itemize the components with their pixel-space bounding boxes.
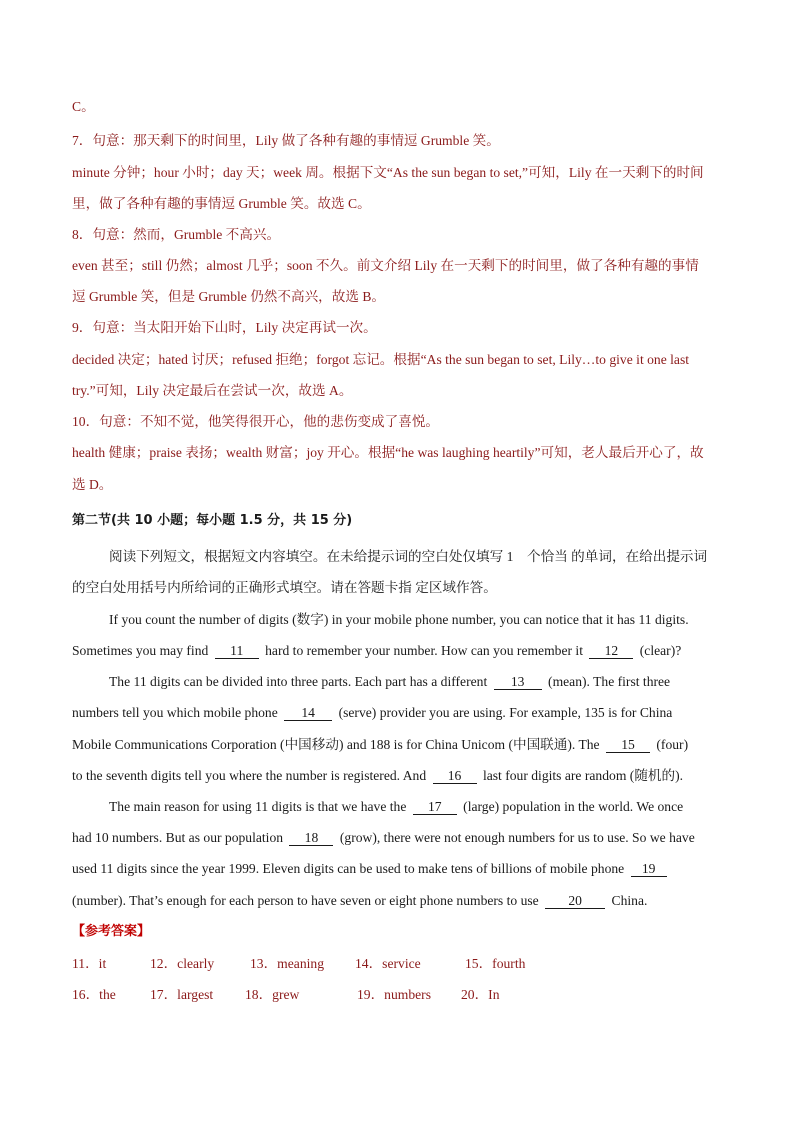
passage-p2-line3: [72, 735, 732, 755]
text-span: (mean). The first three: [548, 674, 671, 689]
passage-p2-line2: [72, 703, 732, 723]
passage-p3-line3: [72, 859, 732, 879]
blank-13[interactable]: 13: [494, 674, 542, 690]
instruction-line2: 的空白处用括号内所给词的正确形式填空。请在答题卡指 定区域作答。: [72, 580, 497, 595]
answer-c-line: C。: [72, 99, 95, 114]
passage-p3-line1: [109, 797, 732, 817]
text-span: Sometimes you may find: [72, 643, 209, 658]
answer-15: 15．fourth: [465, 956, 526, 971]
blank-17[interactable]: 17: [413, 799, 457, 815]
answer-17: 17．largest: [150, 987, 214, 1002]
text-span: hard to remember your number. How can you remember it: [265, 643, 583, 658]
text-span: (four): [656, 737, 689, 752]
passage-p1-line2: [72, 641, 732, 661]
answer-20: 20．In: [461, 987, 500, 1002]
blank-12[interactable]: 12: [589, 643, 633, 659]
answer-19: 19．numbers: [357, 987, 432, 1002]
answer-13: 13．meaning: [250, 956, 324, 971]
text-span: numbers tell you which mobile phone: [72, 705, 278, 720]
q8-explanation-line2: 逗 Grumble 笑，但是 Grumble 仍然不高兴，故选 B。: [72, 289, 386, 304]
q9-meaning: 9．句意：当太阳开始下山时，Lily 决定再试一次。: [72, 320, 377, 335]
answer-18: 18．grew: [245, 987, 300, 1002]
blank-11[interactable]: 11: [215, 643, 259, 659]
text-span: (clear)?: [639, 643, 682, 658]
text-span: last four digits are random (随机的).: [482, 768, 684, 783]
q9-explanation-line2: try.”可知，Lily 决定最后在尝试一次，故选 A。: [72, 383, 353, 398]
passage-p2-line1: [109, 672, 732, 692]
q10-explanation-line1: health 健康；praise 表扬；wealth 财富；joy 开心。根据“he was laughing heartily”可知，老人最后开心了，故: [72, 445, 704, 460]
passage-p3-line4: [72, 891, 732, 911]
instruction-line1: 阅读下列短文，根据短文内容填空。在未给提示词的空白处仅填写 1 个恰当 的单词，在给出提示词: [109, 549, 708, 564]
text-span: (serve) provider you are using. For example, 135 is for China: [338, 705, 673, 720]
blank-15[interactable]: 15: [606, 737, 650, 753]
blank-14[interactable]: 14: [284, 705, 332, 721]
passage-p2-line4: [72, 766, 732, 786]
text-span: The main reason for using 11 digits is that we have the: [109, 799, 407, 814]
blank-16[interactable]: 16: [433, 768, 477, 784]
q8-explanation-line1: even 甚至；still 仍然；almost 几乎；soon 不久。前文介绍 Lily 在一天剩下的时间里，做了各种有趣的事情: [72, 258, 699, 273]
q7-meaning: 7．句意：那天剩下的时间里，Lily 做了各种有趣的事情逗 Grumble 笑。: [72, 133, 500, 148]
answer-14: 14．service: [355, 956, 421, 971]
text-span: Mobile Communications Corporation (中国移动) and 188 is for China Unicom (中国联通). The: [72, 737, 600, 752]
blank-18[interactable]: 18: [289, 830, 333, 846]
q10-explanation-line2: 选 D。: [72, 477, 113, 492]
text-span: (large) population in the world. We once: [463, 799, 684, 814]
answer-11: 11．it: [72, 956, 107, 971]
answer-12: 12．clearly: [150, 956, 215, 971]
passage-p3-line2: [72, 828, 732, 848]
text-span: (grow), there were not enough numbers for us to use. So we have: [339, 830, 695, 845]
q10-meaning: 10．句意：不知不觉，他笑得很开心，他的悲伤变成了喜悦。: [72, 414, 440, 429]
text-span: China.: [611, 893, 648, 908]
text-span: had 10 numbers. But as our population: [72, 830, 284, 845]
q7-explanation-line2: 里，做了各种有趣的事情逗 Grumble 笑。故选 C。: [72, 196, 371, 211]
text-span: to the seventh digits tell you where the number is registered. And: [72, 768, 427, 783]
passage-p1-line1: If you count the number of digits (数字) in your mobile phone number, you can notice that it has 11 digits.: [109, 612, 689, 627]
blank-20[interactable]: 20: [545, 893, 605, 909]
q9-explanation-line1: decided 决定；hated 讨厌；refused 拒绝；forgot 忘记。根据“As the sun began to set, Lily…to give it one last: [72, 352, 690, 367]
section-heading: 第二节(共 10 小题；每小题 1.5 分，共 15 分): [72, 513, 353, 528]
q8-meaning: 8．句意：然而，Grumble 不高兴。: [72, 227, 281, 242]
answer-key-title: 【参考答案】: [72, 924, 151, 939]
text-span: used 11 digits since the year 1999. Eleven digits can be used to make tens of billions of mobile phone: [72, 861, 625, 876]
text-span: (number). That’s enough for each person to have seven or eight phone numbers to use: [72, 893, 539, 908]
blank-19[interactable]: 19: [631, 861, 667, 877]
text-span: The 11 digits can be divided into three parts. Each part has a different: [109, 674, 488, 689]
q7-explanation-line1: minute 分钟；hour 小时；day 天；week 周。根据下文“As the sun began to set,”可知，Lily 在一天剩下的时间: [72, 165, 704, 180]
answer-16: 16．the: [72, 987, 116, 1002]
